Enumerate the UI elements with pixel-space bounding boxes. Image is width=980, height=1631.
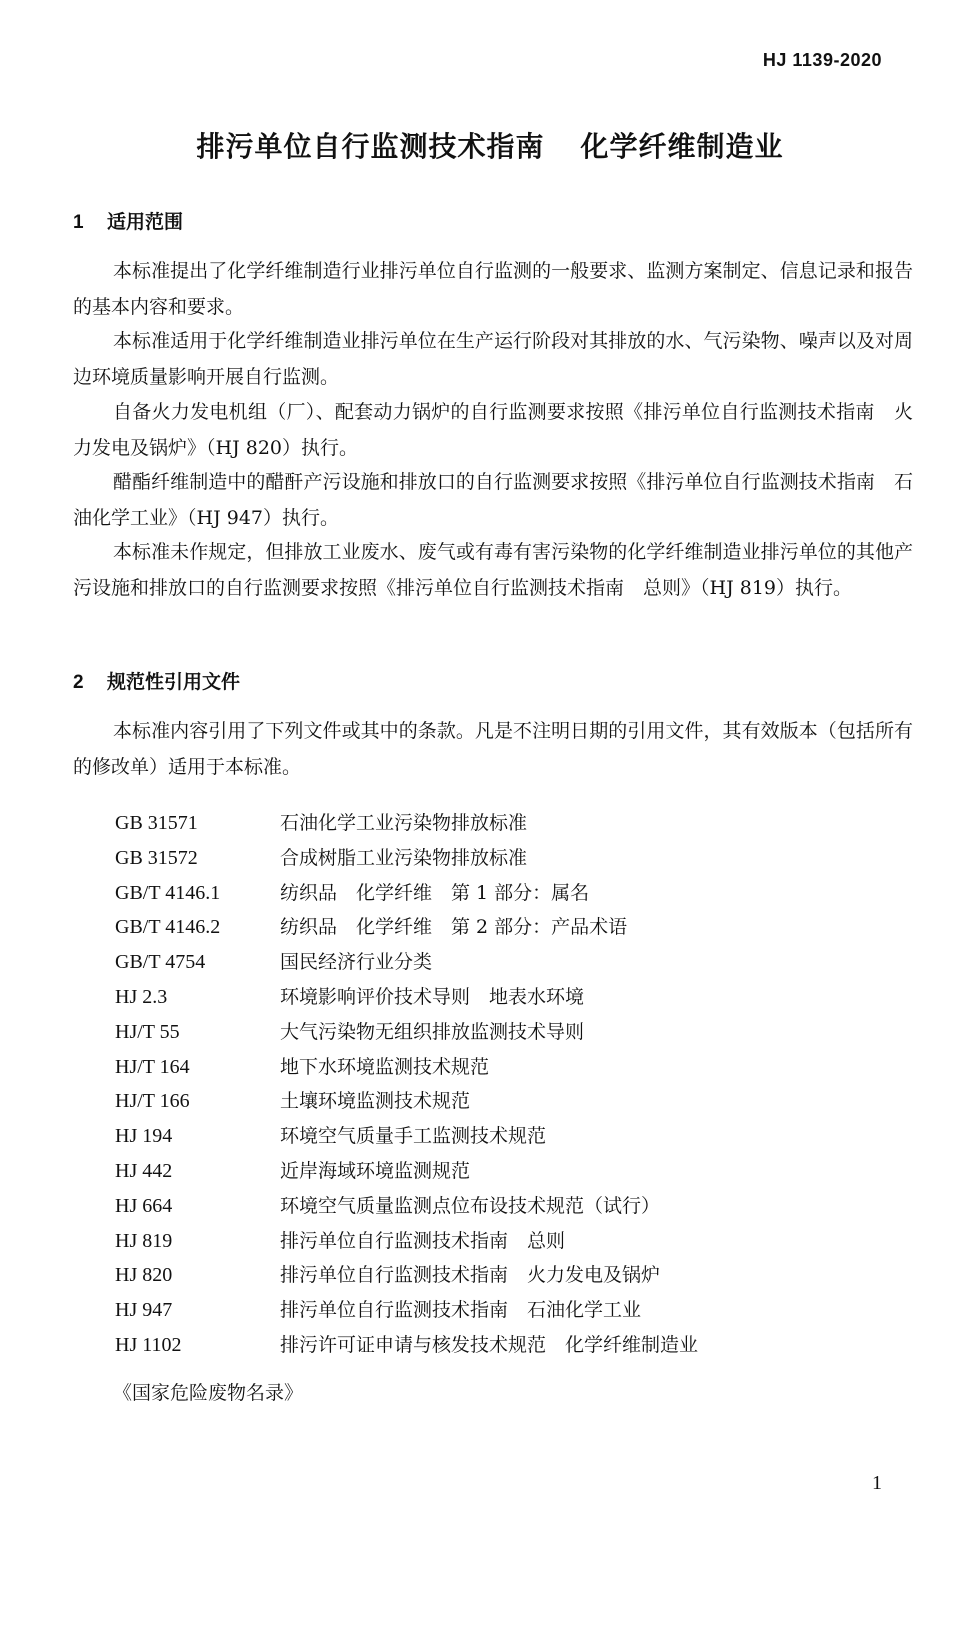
reference-item: [115, 910, 698, 945]
reference-code: HJ/T 166: [115, 1090, 190, 1113]
reference-code: GB 31572: [115, 846, 198, 869]
reference-item: [115, 1189, 698, 1224]
section-title: 规范性引用文件: [107, 671, 241, 693]
reference-item: [115, 806, 698, 841]
section-number: 1: [73, 212, 84, 233]
reference-item: [115, 1258, 698, 1293]
reference-title: 排污单位自行监测技术指南 总则: [280, 1229, 566, 1252]
paragraph: 本标准未作规定，但排放工业废水、废气或有毒有害污染物的化学纤维制造业排污单位的其他产污设施和排放口的自行监测要求按照《排污单位自行监测技术指南 总则》（HJ 819）执行。: [73, 541, 913, 599]
reference-title: 排污许可证申请与核发技术规范 化学纤维制造业: [280, 1333, 699, 1356]
reference-item: [115, 1293, 698, 1328]
reference-title: 纺织品 化学纤维 第 1 部分：属名: [280, 881, 590, 904]
reference-code: HJ 664: [115, 1194, 173, 1217]
reference-item: [115, 876, 698, 911]
standard-number: HJ 1139-2020: [762, 50, 882, 70]
reference-list: [115, 806, 698, 1363]
reference-code: HJ 1102: [115, 1333, 182, 1356]
reference-code: HJ 194: [115, 1125, 173, 1148]
reference-title: 环境空气质量监测点位布设技术规范（试行）: [280, 1194, 661, 1217]
reference-item: [115, 1328, 698, 1363]
reference-title: 大气污染物无组织排放监测技术导则: [280, 1020, 585, 1043]
reference-item: [115, 1050, 698, 1085]
section-heading-1: [73, 207, 183, 234]
reference-code: GB/T 4146.2: [115, 916, 221, 939]
reference-title: 排污单位自行监测技术指南 石油化学工业: [280, 1299, 642, 1322]
paragraph: 醋酯纤维制造中的醋酐产污设施和排放口的自行监测要求按照《排污单位自行监测技术指南 石油化学工业》（HJ 947）执行。: [73, 471, 913, 529]
reference-code: HJ 442: [115, 1159, 173, 1182]
paragraph: 本标准适用于化学纤维制造业排污单位在生产运行阶段对其排放的水、气污染物、噪声以及对周边环境质量影响开展自行监测。: [73, 330, 913, 388]
reference-item: [115, 1154, 698, 1189]
reference-title: 纺织品 化学纤维 第 2 部分：产品术语: [280, 916, 628, 939]
reference-title: 土壤环境监测技术规范: [280, 1090, 471, 1113]
reference-title: 排污单位自行监测技术指南 火力发电及锅炉: [280, 1264, 661, 1287]
reference-code: HJ/T 164: [115, 1055, 190, 1078]
reference-item: [115, 945, 698, 980]
reference-title: 石油化学工业污染物排放标准: [280, 812, 528, 834]
title-sub: 化学纤维制造业: [580, 130, 784, 163]
reference-code: GB 31571: [115, 812, 198, 834]
reference-item: [115, 1119, 698, 1154]
reference-title: 环境空气质量手工监测技术规范: [280, 1125, 547, 1148]
page-number: 1: [872, 1472, 882, 1494]
section-number: 2: [73, 672, 84, 693]
reference-code: HJ/T 55: [115, 1020, 180, 1043]
reference-code: GB/T 4146.1: [115, 881, 221, 904]
reference-code: HJ 819: [115, 1229, 173, 1252]
reference-code: HJ 820: [115, 1264, 173, 1287]
reference-title: 环境影响评价技术导则 地表水环境: [280, 985, 585, 1008]
reference-code: GB/T 4754: [115, 951, 206, 974]
document-title: [0, 125, 980, 165]
reference-item: [115, 1084, 698, 1119]
reference-title: 近岸海域环境监测规范: [280, 1159, 471, 1182]
reference-item: [115, 841, 698, 876]
section-heading-2: [73, 667, 240, 694]
reference-item-catalogue: 《国家危险废物名录》: [113, 1382, 304, 1404]
reference-title: 合成树脂工业污染物排放标准: [280, 846, 528, 869]
reference-code: HJ 2.3: [115, 985, 168, 1008]
paragraph: 本标准内容引用了下列文件或其中的条款。凡是不注明日期的引用文件，其有效版本（包括所有的修改单）适用于本标准。: [73, 720, 913, 778]
paragraph: 本标准提出了化学纤维制造行业排污单位自行监测的一般要求、监测方案制定、信息记录和报告的基本内容和要求。: [73, 260, 913, 318]
section-title: 适用范围: [107, 211, 184, 233]
paragraph: 自备火力发电机组（厂）、配套动力锅炉的自行监测要求按照《排污单位自行监测技术指南 火力发电及锅炉》（HJ 820）执行。: [73, 401, 913, 459]
reference-item: [115, 980, 698, 1015]
reference-title: 国民经济行业分类: [280, 951, 433, 974]
reference-code: HJ 947: [115, 1299, 173, 1322]
title-main: 排污单位自行监测技术指南: [196, 130, 545, 163]
reference-title: 地下水环境监测技术规范: [280, 1055, 490, 1078]
reference-item: [115, 1224, 698, 1259]
reference-item: [115, 1015, 698, 1050]
